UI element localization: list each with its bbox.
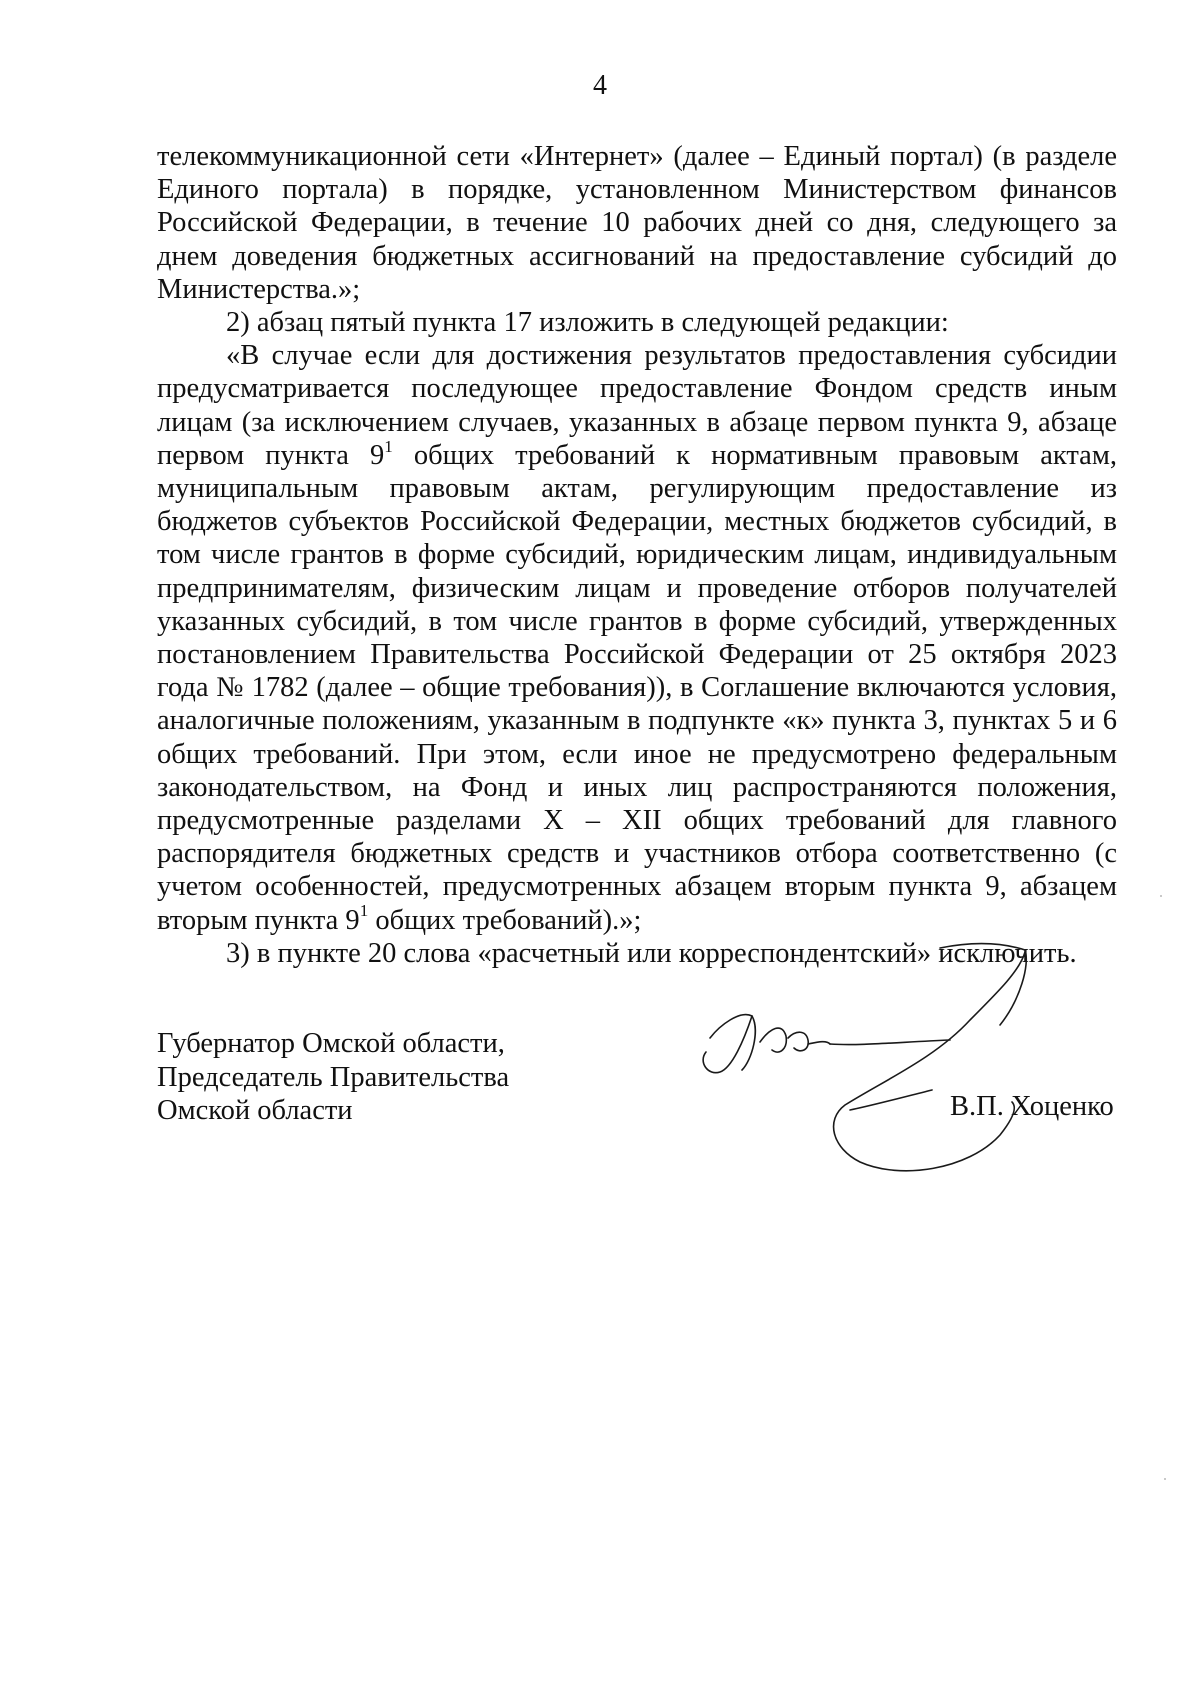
- handwritten-signature: [700, 930, 1120, 1190]
- signer-name: В.П. Хоценко: [950, 1091, 1114, 1122]
- quote-text-part-3: общих требований).»;: [368, 904, 642, 936]
- paragraph-item-2: 2) абзац пятый пункта 17 изложить в следующей редакции:: [226, 307, 949, 339]
- paragraph-quoted-amendment: [157, 339, 1117, 937]
- quote-text-part-1: «В случае если для достижения результатов предоставления субсидии предусматривается последующее предоставление Фондом средств иным лицам (за исключением случаев, указанных в абзаце первом пункта 9, абзаце первом пункта 9: [157, 340, 1117, 471]
- superscript-1: 1: [384, 436, 393, 456]
- signatory-position: [157, 1027, 509, 1128]
- quote-text-part-2: общих требований к нормативным правовым актам, муниципальным правовым актам, регулирующим предоставление из бюджетов субъектов Российской Федерации, местных бюджетов субсидий, в том числе грантов в форме субсидий, юридическим лицам, индивидуальным предпринимателям, физическим лицам и проведение отборов получателей указанных субсидий, в том числе грантов в форме субсидий, утвержденных постановлением Правительства Российской Федерации от 25 октября 2023 года № 1782 (далее – общие требования)), в Соглашение включаются условия, аналогичные положениям, указанным в подпункте «к» пункта 3, пунктах 5 и 6 общих требований. При этом, если иное не предусмотрено федеральным законодательством, на Фонд и иных лиц распространяются положения, предусмотренные разделами X – XII общих требований для главного распорядителя бюджетных средств и участников отбора соответственно (с учетом особенностей, предусмотренных абзацем вторым пункта 9, абзацем вторым пункта 9: [157, 439, 1117, 936]
- signatory-position-line: Губернатор Омской области,: [157, 1028, 505, 1059]
- document-body: [157, 140, 1117, 970]
- paragraph-item-3: 3) в пункте 20 слова «расчетный или корреспондентский» исключить.: [226, 937, 1077, 969]
- scan-artifact: [1164, 1478, 1166, 1480]
- page-number: 4: [593, 70, 607, 101]
- scan-artifact: [1160, 895, 1162, 897]
- signatory-position-line: Омской области: [157, 1095, 353, 1126]
- paragraph-continuation: телекоммуникационной сети «Интернет» (далее – Единый портал) (в разделе Единого портала) в порядке, установленном Министерством финансов Российской Федерации, в течение 10 рабочих дней со дня, следующего за днем доведения бюджетных ассигнований на предоставление субсидий до Министерства.»;: [157, 141, 1117, 305]
- superscript-2: 1: [359, 901, 369, 921]
- signatory-position-line: Председатель Правительства: [157, 1061, 510, 1093]
